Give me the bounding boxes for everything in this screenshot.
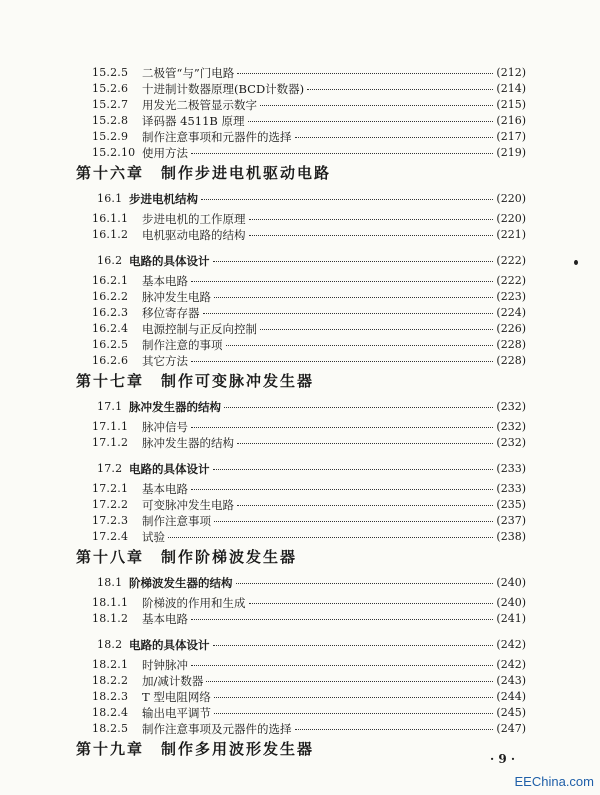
entry-page: (242): [496, 638, 526, 651]
entry-title: 时钟脉冲: [142, 658, 188, 672]
entry-page: (222): [496, 274, 526, 287]
entry-page: (240): [496, 596, 526, 609]
dot-leader: [249, 219, 493, 220]
toc-section: [0, 254, 600, 274]
dot-leader: [203, 313, 493, 314]
entry-page: (221): [496, 228, 526, 241]
entry-page: (212): [496, 66, 526, 79]
entry-title: 十进制计数器原理(BCD计数器): [142, 82, 305, 96]
entry-title: 脉冲发生器的结构: [142, 436, 234, 450]
entry-page: (235): [496, 498, 526, 511]
entry-number: 16.1.1: [92, 212, 129, 225]
toc-section: [0, 192, 600, 212]
dot-leader: [191, 281, 493, 282]
entry-number: 17.2.2: [92, 498, 129, 511]
entry-title: 制作注意事项及元器件的选择: [142, 722, 292, 736]
entry-number: 15.2.10: [92, 146, 136, 159]
entry-title: 阶梯波的作用和生成: [142, 596, 246, 610]
entry-page: (214): [496, 82, 526, 95]
entry-title: 可变脉冲发生电路: [142, 498, 234, 512]
entry-number: 17.2.1: [92, 482, 129, 495]
dot-leader: [201, 199, 493, 200]
entry-title: 试验: [142, 530, 165, 544]
page-number: · 9 ·: [490, 752, 516, 766]
entry-title: 电路的具体设计: [129, 254, 210, 268]
toc-section: [0, 576, 600, 596]
toc-subsection: [0, 354, 600, 374]
entry-title: 电源控制与正反向控制: [142, 322, 257, 336]
dot-leader: [214, 297, 493, 298]
entry-page: (220): [496, 212, 526, 225]
chapter-title: 第十九章 制作多用波形发生器: [76, 740, 315, 758]
entry-title: 基本电路: [142, 482, 188, 496]
entry-title: 输出电平调节: [142, 706, 211, 720]
entry-page: (224): [496, 306, 526, 319]
dot-leader: [237, 443, 493, 444]
entry-title: 电路的具体设计: [129, 462, 210, 476]
entry-page: (245): [496, 706, 526, 719]
dot-leader: [213, 261, 493, 262]
entry-number: 17.1.1: [92, 420, 129, 433]
entry-page: (238): [496, 530, 526, 543]
entry-page: (240): [496, 576, 526, 589]
entry-page: (215): [496, 98, 526, 111]
entry-page: (247): [496, 722, 526, 735]
entry-number: 16.2.1: [92, 274, 129, 287]
entry-number: 18.1: [97, 576, 123, 589]
chapter-heading: [0, 164, 600, 184]
dot-leader: [237, 73, 493, 74]
entry-number: 17.2: [97, 462, 123, 475]
entry-number: 18.2.3: [92, 690, 129, 703]
entry-page: (228): [496, 354, 526, 367]
chapter-heading: [0, 548, 600, 568]
entry-title: 制作注意事项: [142, 514, 211, 528]
dot-leader: [168, 537, 493, 538]
dot-leader: [191, 153, 493, 154]
dot-leader: [307, 89, 493, 90]
entry-title: 使用方法: [142, 146, 188, 160]
entry-page: (241): [496, 612, 526, 625]
entry-title: 基本电路: [142, 274, 188, 288]
entry-title: 阶梯波发生器的结构: [129, 576, 233, 590]
toc-section: [0, 638, 600, 658]
entry-title: 其它方法: [142, 354, 188, 368]
entry-title: 脉冲发生器的结构: [129, 400, 221, 414]
ink-spot: [574, 260, 578, 265]
entry-title: 基本电路: [142, 612, 188, 626]
entry-page: (217): [496, 130, 526, 143]
entry-number: 18.2.1: [92, 658, 129, 671]
entry-number: 15.2.5: [92, 66, 129, 79]
entry-page: (232): [496, 400, 526, 413]
entry-page: (216): [496, 114, 526, 127]
entry-number: 16.2.5: [92, 338, 129, 351]
watermark: EEChina.com: [514, 774, 594, 789]
chapter-heading: [0, 372, 600, 392]
entry-number: 16.2: [97, 254, 123, 267]
entry-page: (233): [496, 462, 526, 475]
dot-leader: [226, 345, 493, 346]
entry-number: 16.1: [97, 192, 123, 205]
toc-subsection: [0, 436, 600, 456]
entry-title: 移位寄存器: [142, 306, 200, 320]
dot-leader: [249, 603, 493, 604]
dot-leader: [213, 469, 493, 470]
dot-leader: [237, 505, 493, 506]
entry-title: 加/减计数器: [142, 674, 204, 688]
dot-leader: [295, 729, 493, 730]
entry-page: (232): [496, 420, 526, 433]
entry-page: (243): [496, 674, 526, 687]
entry-number: 18.2: [97, 638, 123, 651]
dot-leader: [260, 105, 493, 106]
entry-page: (219): [496, 146, 526, 159]
entry-number: 16.2.6: [92, 354, 129, 367]
entry-page: (223): [496, 290, 526, 303]
entry-number: 18.2.2: [92, 674, 129, 687]
dot-leader: [191, 619, 493, 620]
entry-page: (232): [496, 436, 526, 449]
entry-title: 步进电机结构: [129, 192, 198, 206]
entry-title: 译码器 4511B 原理: [142, 114, 245, 128]
dot-leader: [191, 361, 493, 362]
entry-page: (242): [496, 658, 526, 671]
entry-number: 17.2.3: [92, 514, 129, 527]
toc-subsection: [0, 228, 600, 248]
entry-number: 18.1.1: [92, 596, 129, 609]
entry-page: (244): [496, 690, 526, 703]
dot-leader: [248, 121, 493, 122]
dot-leader: [214, 521, 493, 522]
toc-subsection: [0, 530, 600, 550]
chapter-title: 第十八章 制作阶梯波发生器: [76, 548, 298, 566]
entry-page: (228): [496, 338, 526, 351]
entry-number: 15.2.7: [92, 98, 129, 111]
entry-title: 电路的具体设计: [129, 638, 210, 652]
toc-section: [0, 400, 600, 420]
entry-title: T 型电阻网络: [142, 690, 211, 704]
chapter-title: 第十七章 制作可变脉冲发生器: [76, 372, 315, 390]
entry-number: 15.2.8: [92, 114, 129, 127]
toc-section: [0, 462, 600, 482]
dot-leader: [191, 427, 493, 428]
entry-number: 18.1.2: [92, 612, 129, 625]
toc-subsection: [0, 146, 600, 166]
dot-leader: [236, 583, 493, 584]
dot-leader: [214, 697, 493, 698]
entry-number: 16.1.2: [92, 228, 129, 241]
dot-leader: [224, 407, 493, 408]
entry-number: 17.2.4: [92, 530, 129, 543]
entry-title: 电机驱动电路的结构: [142, 228, 246, 242]
toc-subsection: [0, 722, 600, 742]
entry-number: 16.2.3: [92, 306, 129, 319]
entry-title: 制作注意的事项: [142, 338, 223, 352]
dot-leader: [213, 645, 493, 646]
entry-number: 18.2.5: [92, 722, 129, 735]
entry-title: 步进电机的工作原理: [142, 212, 246, 226]
dot-leader: [249, 235, 493, 236]
entry-title: 脉冲发生电路: [142, 290, 211, 304]
entry-number: 17.1.2: [92, 436, 129, 449]
entry-page: (233): [496, 482, 526, 495]
entry-number: 17.1: [97, 400, 123, 413]
entry-title: 二极管“与”门电路: [142, 66, 235, 80]
entry-page: (237): [496, 514, 526, 527]
dot-leader: [295, 137, 493, 138]
toc-subsection: [0, 612, 600, 632]
entry-title: 制作注意事项和元器件的选择: [142, 130, 292, 144]
dot-leader: [206, 681, 493, 682]
entry-number: 16.2.4: [92, 322, 129, 335]
entry-number: 16.2.2: [92, 290, 129, 303]
dot-leader: [191, 489, 493, 490]
entry-number: 18.2.4: [92, 706, 129, 719]
entry-page: (220): [496, 192, 526, 205]
entry-number: 15.2.9: [92, 130, 129, 143]
entry-number: 15.2.6: [92, 82, 129, 95]
dot-leader: [191, 665, 493, 666]
entry-title: 用发光二极管显示数字: [142, 98, 257, 112]
dot-leader: [214, 713, 493, 714]
entry-title: 脉冲信号: [142, 420, 188, 434]
entry-page: (226): [496, 322, 526, 335]
dot-leader: [260, 329, 493, 330]
chapter-title: 第十六章 制作步进电机驱动电路: [76, 164, 332, 182]
entry-page: (222): [496, 254, 526, 267]
